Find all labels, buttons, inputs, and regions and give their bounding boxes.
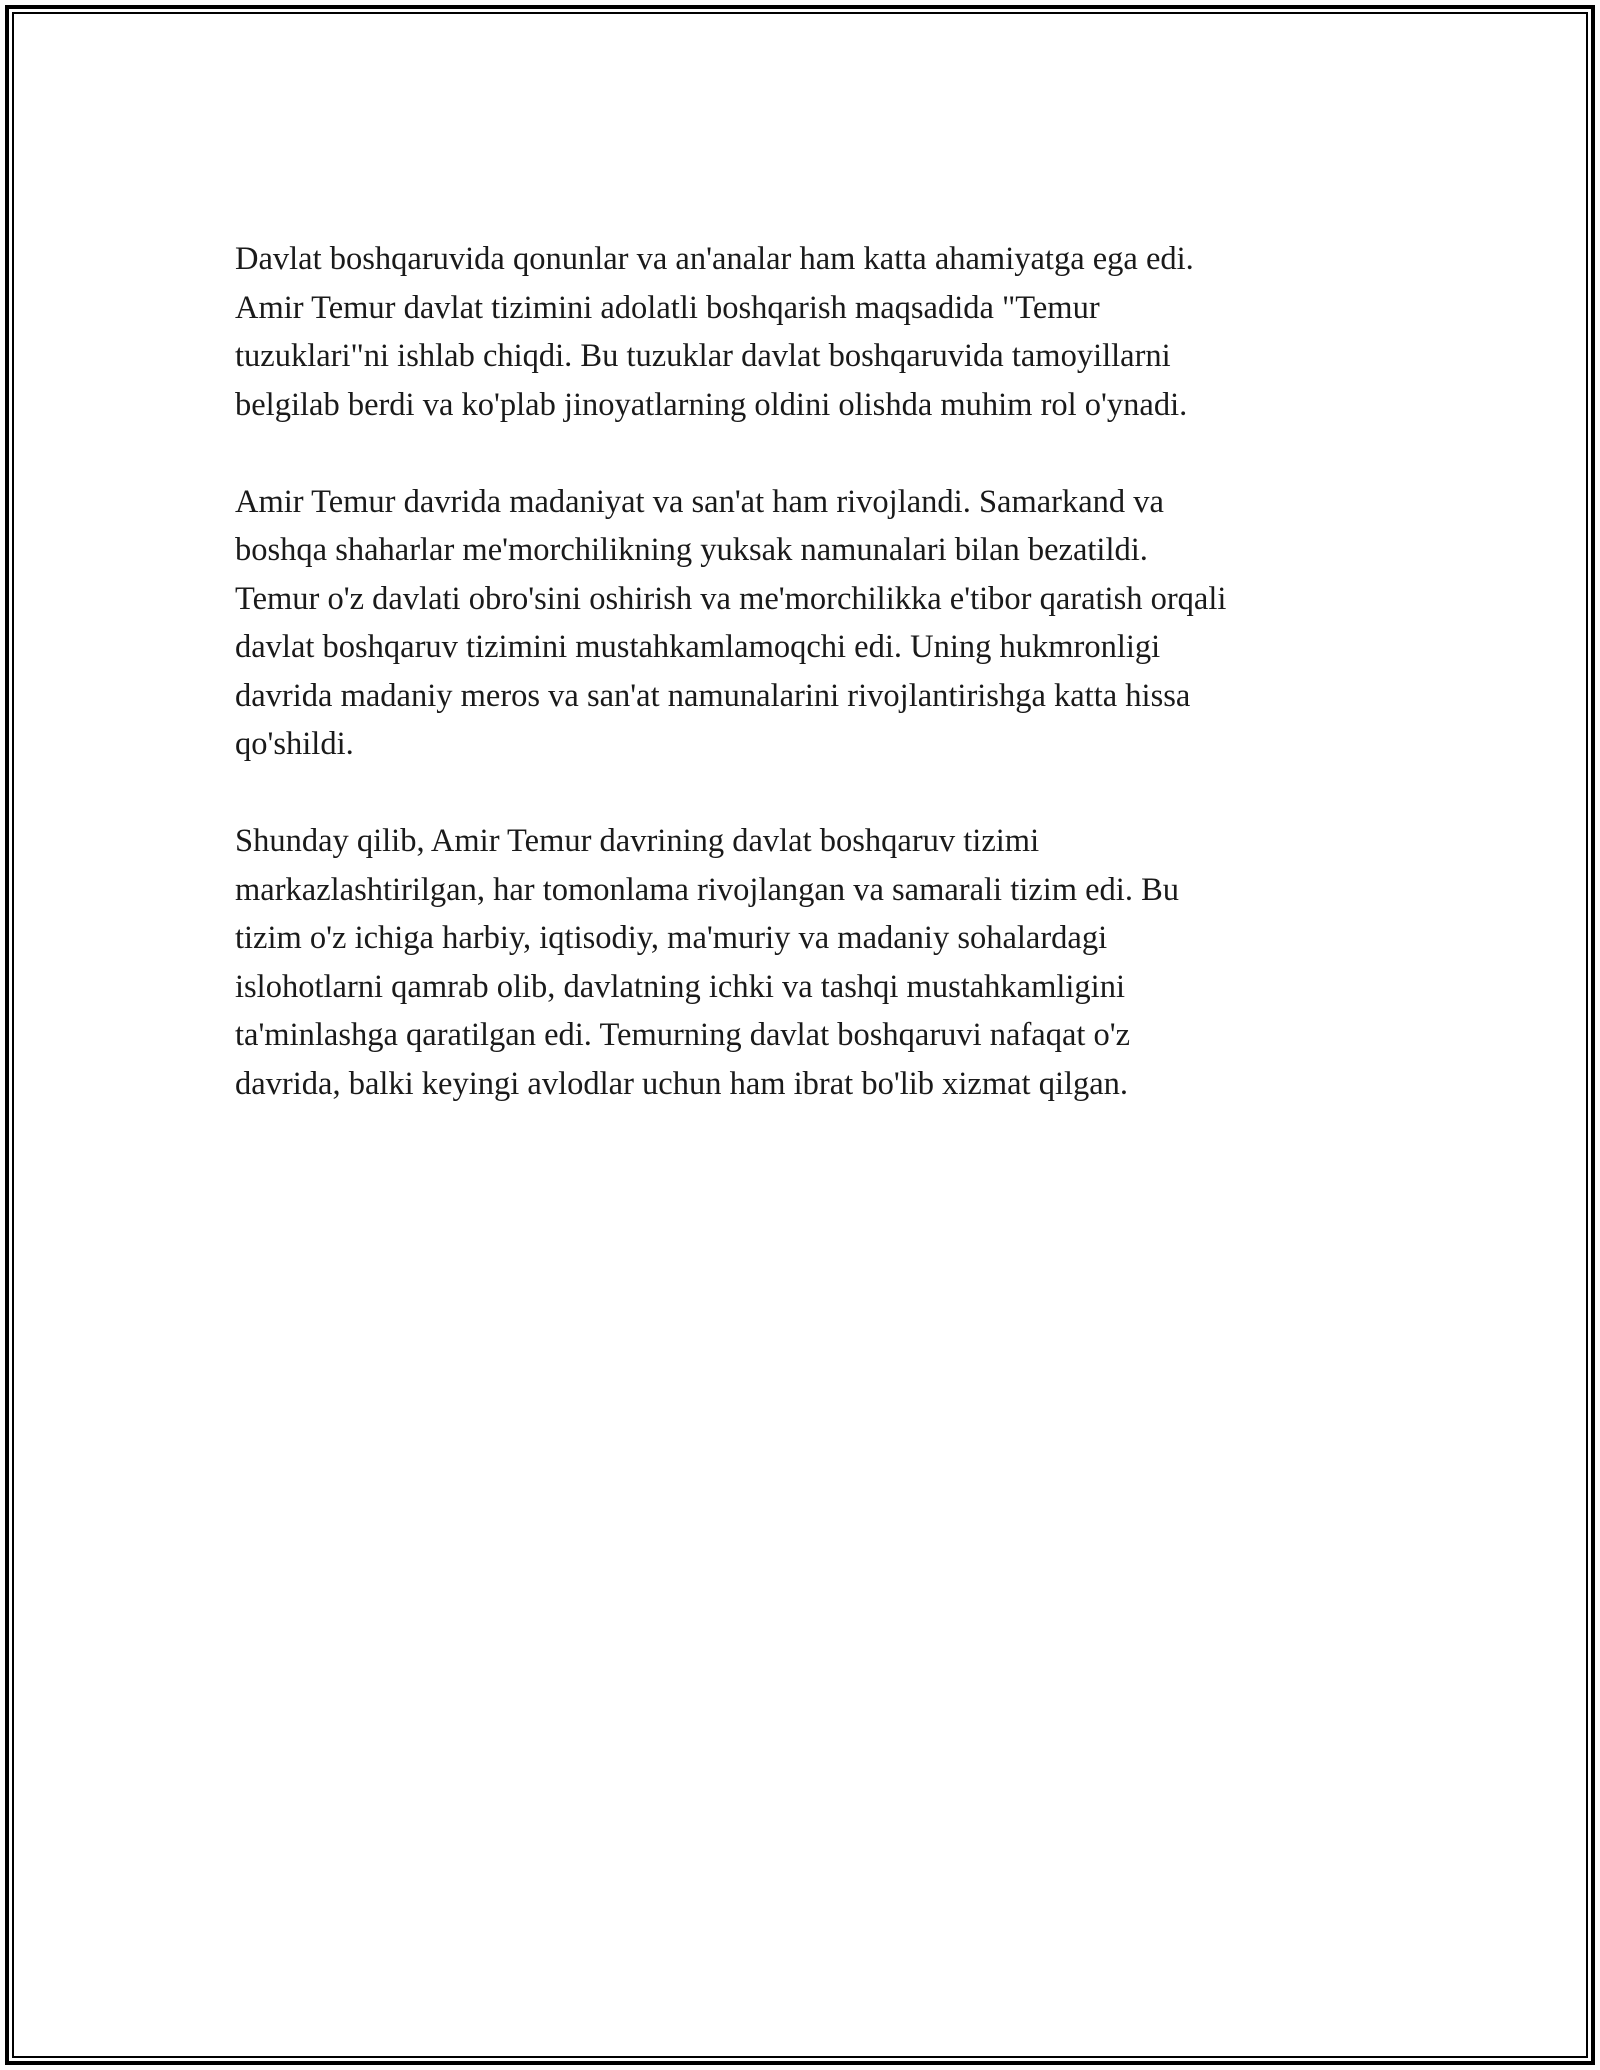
text-line: Amir Temur davlat tizimini adolatli boshqarish maqsadida "Temur xyxy=(235,289,1100,326)
text-line: Temur o'z davlati obro'sini oshirish va me'morchilikka e'tibor qaratish orqali xyxy=(235,580,1227,617)
text-line: boshqa shaharlar me'morchilikning yuksak namunalari bilan bezatildi. xyxy=(235,532,1148,568)
text-line: tizim o'z ichiga harbiy, iqtisodiy, ma'muriy va madaniy sohalardagi xyxy=(235,920,1108,956)
text-line: tuzuklari"ni ishlab chiqdi. Bu tuzuklar davlat boshqaruvida tamoyillarni xyxy=(235,338,1171,374)
text-line: qo'shildi. xyxy=(235,726,354,762)
paragraph-1 xyxy=(235,235,1365,429)
text-line: Shunday qilib, Amir Temur davrining davlat boshqaruv tizimi xyxy=(235,823,1040,859)
text-line: davrida madaniy meros va san'at namunalarini rivojlantirishga katta hissa xyxy=(235,677,1191,714)
paragraph-2 xyxy=(235,478,1365,769)
text-line: markazlashtirilgan, har tomonlama rivojlangan va samarali tizim edi. Bu xyxy=(235,871,1180,908)
text-line: islohotlarni qamrab olib, davlatning ichki va tashqi mustahkamligini xyxy=(235,968,1125,1005)
paragraph-3 xyxy=(235,817,1365,1108)
text-line: ta'minlashga qaratilgan edi. Temurning davlat boshqaruvi nafaqat o'z xyxy=(235,1017,1131,1053)
text-line: Davlat boshqaruvida qonunlar va an'analar ham katta ahamiyatga ega edi. xyxy=(235,241,1194,277)
document-body xyxy=(235,235,1365,1157)
text-line: Amir Temur davrida madaniyat va san'at ham rivojlandi. Samarkand va xyxy=(235,483,1164,520)
text-line: davlat boshqaruv tizimini mustahkamlamoqchi edi. Uning hukmronligi xyxy=(235,629,1161,665)
text-line: davrida, balki keyingi avlodlar uchun ham ibrat bo'lib xizmat qilgan. xyxy=(235,1065,1129,1102)
text-line: belgilab berdi va ko'plab jinoyatlarning oldini olishda muhim rol o'ynadi. xyxy=(235,386,1188,423)
